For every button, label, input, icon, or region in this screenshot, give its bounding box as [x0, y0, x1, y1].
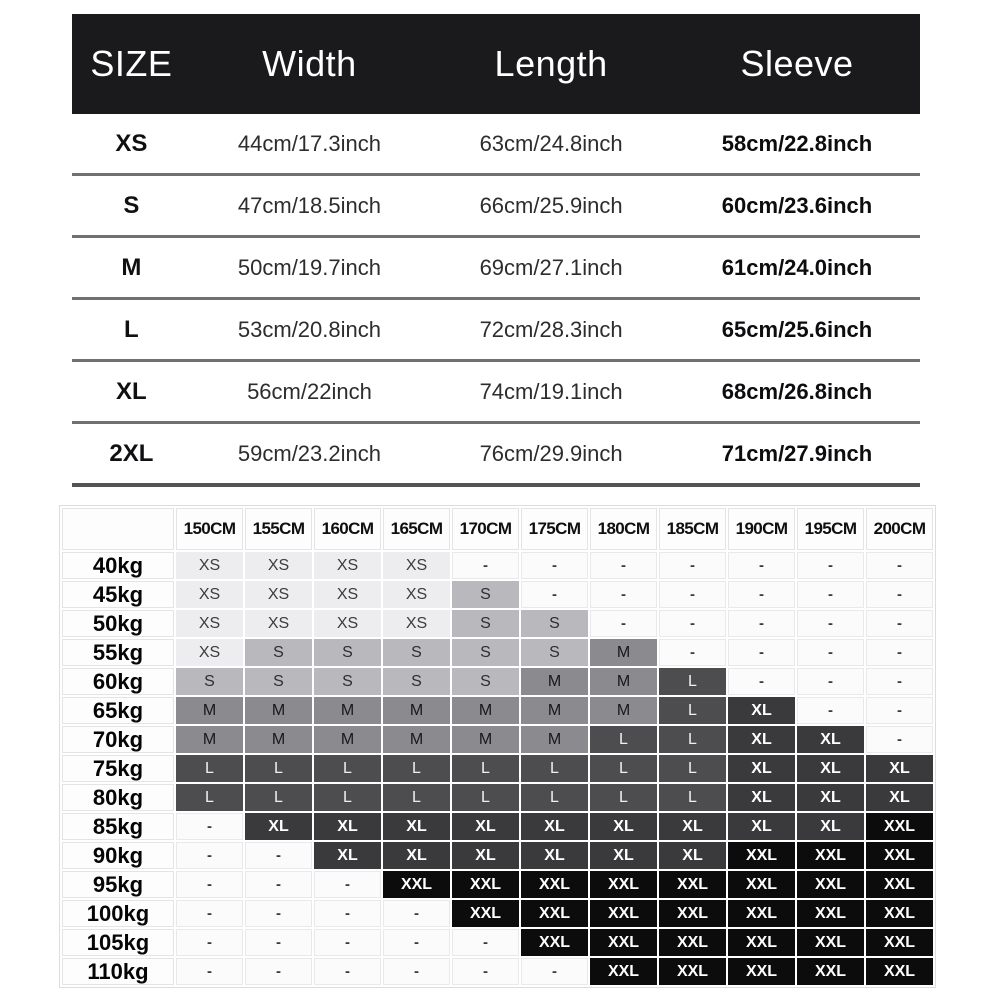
size-cell: XL: [728, 697, 795, 724]
no-size-cell: -: [452, 929, 519, 956]
size-cell: M: [383, 697, 450, 724]
size-cell: XL: [797, 755, 864, 782]
column-header-size: SIZE: [90, 43, 173, 84]
size-cell: M: [176, 726, 243, 753]
matrix-row: [62, 639, 933, 666]
column-header-length: Length: [494, 43, 608, 84]
no-size-cell: -: [866, 639, 933, 666]
weight-label: 40kg: [62, 552, 174, 579]
size-cell: M: [314, 697, 381, 724]
size-cell: XXL: [866, 842, 933, 869]
size-cell: M: [521, 697, 588, 724]
size-cell: S: [452, 639, 519, 666]
weight-label: 75kg: [62, 755, 174, 782]
size-cell: XL: [866, 755, 933, 782]
size-label: L: [124, 315, 139, 343]
matrix-row: [62, 726, 933, 753]
size-cell: XL: [521, 842, 588, 869]
size-cell: L: [659, 784, 726, 811]
matrix-row: [62, 581, 933, 608]
size-cell: L: [521, 784, 588, 811]
size-cell: XXL: [590, 929, 657, 956]
size-cell: XXL: [452, 900, 519, 927]
weight-label: 95kg: [62, 871, 174, 898]
length-value: 69cm/27.1inch: [479, 254, 623, 280]
width-value: 50cm/19.7inch: [237, 254, 381, 280]
no-size-cell: -: [521, 958, 588, 985]
size-cell: L: [659, 668, 726, 695]
size-cell: L: [245, 755, 312, 782]
size-cell: L: [659, 755, 726, 782]
size-cell: XXL: [866, 929, 933, 956]
matrix-body: [62, 508, 933, 985]
size-cell: XS: [176, 610, 243, 637]
length-value: 72cm/28.3inch: [479, 316, 623, 342]
height-header: 190CM: [728, 508, 795, 550]
size-cell: M: [521, 668, 588, 695]
no-size-cell: -: [866, 726, 933, 753]
size-cell: XL: [590, 813, 657, 840]
size-cell: XL: [797, 813, 864, 840]
no-size-cell: -: [728, 668, 795, 695]
size-cell: M: [176, 697, 243, 724]
weight-label: 105kg: [62, 929, 174, 956]
size-cell: XXL: [659, 958, 726, 985]
matrix-row: [62, 697, 933, 724]
size-cell: S: [452, 610, 519, 637]
size-cell: XL: [521, 813, 588, 840]
size-cell: XXL: [590, 871, 657, 898]
size-cell: XL: [383, 813, 450, 840]
size-label: XL: [116, 377, 147, 405]
height-header: 180CM: [590, 508, 657, 550]
size-cell: XS: [176, 581, 243, 608]
weight-label: 110kg: [62, 958, 174, 985]
size-cell: L: [452, 784, 519, 811]
size-cell: XS: [383, 610, 450, 637]
length-value: 74cm/19.1inch: [479, 378, 623, 404]
size-cell: XL: [728, 726, 795, 753]
size-cell: S: [521, 639, 588, 666]
size-cell: XL: [245, 813, 312, 840]
size-cell: M: [314, 726, 381, 753]
width-value: 47cm/18.5inch: [237, 192, 381, 218]
size-cell: L: [176, 755, 243, 782]
size-cell: XL: [728, 755, 795, 782]
size-cell: S: [452, 668, 519, 695]
no-size-cell: -: [797, 639, 864, 666]
no-size-cell: -: [728, 552, 795, 579]
size-cell: XS: [314, 581, 381, 608]
size-cell: L: [452, 755, 519, 782]
size-cell: M: [452, 697, 519, 724]
matrix-row: [62, 668, 933, 695]
size-cell: XXL: [521, 900, 588, 927]
size-cell: XL: [452, 842, 519, 869]
no-size-cell: -: [245, 842, 312, 869]
matrix-row: [62, 552, 933, 579]
size-cell: S: [383, 639, 450, 666]
measurement-row: [72, 114, 920, 176]
sleeve-value: 68cm/26.8inch: [721, 378, 873, 404]
size-label: 2XL: [109, 439, 154, 467]
measurement-row: [72, 176, 920, 238]
no-size-cell: -: [383, 900, 450, 927]
no-size-cell: -: [797, 668, 864, 695]
size-cell: XS: [314, 552, 381, 579]
size-cell: XXL: [590, 900, 657, 927]
width-value: 56cm/22inch: [247, 378, 372, 404]
sleeve-value: 60cm/23.6inch: [721, 192, 873, 218]
matrix-corner-cell: [62, 508, 174, 550]
no-size-cell: -: [383, 958, 450, 985]
measurement-row: [72, 238, 920, 300]
measurements-header: [72, 14, 920, 114]
no-size-cell: -: [659, 639, 726, 666]
length-value: 63cm/24.8inch: [479, 130, 623, 156]
size-cell: XL: [314, 813, 381, 840]
size-cell: XXL: [659, 929, 726, 956]
size-cell: S: [521, 610, 588, 637]
weight-label: 55kg: [62, 639, 174, 666]
size-label: XS: [115, 129, 148, 157]
matrix-row: [62, 871, 933, 898]
no-size-cell: -: [245, 871, 312, 898]
no-size-cell: -: [383, 929, 450, 956]
height-header: 200CM: [866, 508, 933, 550]
size-cell: XXL: [728, 871, 795, 898]
no-size-cell: -: [521, 581, 588, 608]
width-value: 53cm/20.8inch: [237, 316, 381, 342]
matrix-header-row: [62, 508, 933, 550]
matrix-row: [62, 900, 933, 927]
no-size-cell: -: [659, 581, 726, 608]
size-cell: XL: [659, 842, 726, 869]
size-cell: M: [521, 726, 588, 753]
no-size-cell: -: [728, 610, 795, 637]
size-cell: XXL: [797, 871, 864, 898]
length-value: 66cm/25.9inch: [479, 192, 623, 218]
size-cell: XS: [314, 610, 381, 637]
size-cell: L: [383, 755, 450, 782]
size-cell: L: [314, 755, 381, 782]
size-cell: XXL: [728, 929, 795, 956]
matrix-row: [62, 842, 933, 869]
size-cell: S: [176, 668, 243, 695]
size-cell: XS: [383, 552, 450, 579]
no-size-cell: -: [521, 552, 588, 579]
no-size-cell: -: [866, 668, 933, 695]
size-cell: M: [590, 668, 657, 695]
matrix-row: [62, 610, 933, 637]
weight-label: 60kg: [62, 668, 174, 695]
size-cell: L: [659, 726, 726, 753]
size-cell: XS: [245, 610, 312, 637]
height-header: 185CM: [659, 508, 726, 550]
matrix-row: [62, 755, 933, 782]
size-cell: XXL: [521, 871, 588, 898]
size-cell: L: [314, 784, 381, 811]
size-cell: XXL: [452, 871, 519, 898]
size-cell: XS: [383, 581, 450, 608]
weight-label: 100kg: [62, 900, 174, 927]
measurements-table: [72, 14, 920, 487]
size-cell: XL: [590, 842, 657, 869]
sleeve-value: 58cm/22.8inch: [721, 130, 873, 156]
size-cell: XL: [728, 813, 795, 840]
size-cell: XXL: [521, 929, 588, 956]
size-cell: XXL: [866, 958, 933, 985]
measurement-row: [72, 300, 920, 362]
length-value: 76cm/29.9inch: [479, 440, 623, 466]
size-cell: M: [383, 726, 450, 753]
no-size-cell: -: [176, 842, 243, 869]
size-cell: XL: [383, 842, 450, 869]
sleeve-value: 61cm/24.0inch: [721, 254, 873, 280]
size-cell: XXL: [659, 900, 726, 927]
no-size-cell: -: [797, 697, 864, 724]
size-cell: L: [590, 784, 657, 811]
column-header-width: Width: [262, 43, 357, 84]
size-cell: L: [590, 726, 657, 753]
measurement-rows: [72, 114, 920, 487]
size-cell: XS: [245, 552, 312, 579]
no-size-cell: -: [452, 552, 519, 579]
size-cell: S: [245, 639, 312, 666]
width-value: 59cm/23.2inch: [237, 440, 381, 466]
no-size-cell: -: [590, 552, 657, 579]
sleeve-value: 65cm/25.6inch: [721, 316, 873, 342]
no-size-cell: -: [866, 581, 933, 608]
no-size-cell: -: [728, 581, 795, 608]
matrix-row: [62, 813, 933, 840]
no-size-cell: -: [176, 813, 243, 840]
no-size-cell: -: [176, 929, 243, 956]
size-cell: XXL: [659, 871, 726, 898]
size-cell: L: [245, 784, 312, 811]
no-size-cell: -: [176, 871, 243, 898]
size-cell: M: [590, 639, 657, 666]
weight-label: 45kg: [62, 581, 174, 608]
size-cell: M: [452, 726, 519, 753]
height-header: 195CM: [797, 508, 864, 550]
weight-label: 65kg: [62, 697, 174, 724]
size-cell: M: [590, 697, 657, 724]
size-cell: S: [452, 581, 519, 608]
size-cell: XXL: [383, 871, 450, 898]
size-cell: L: [521, 755, 588, 782]
weight-label: 70kg: [62, 726, 174, 753]
weight-label: 50kg: [62, 610, 174, 637]
sleeve-value: 71cm/27.9inch: [721, 440, 873, 466]
matrix-row: [62, 784, 933, 811]
size-cell: S: [383, 668, 450, 695]
no-size-cell: -: [866, 610, 933, 637]
matrix-row: [62, 929, 933, 956]
no-size-cell: -: [176, 958, 243, 985]
size-cell: XS: [245, 581, 312, 608]
no-size-cell: -: [314, 958, 381, 985]
height-header: 150CM: [176, 508, 243, 550]
width-value: 44cm/17.3inch: [237, 130, 381, 156]
no-size-cell: -: [314, 871, 381, 898]
size-cell: XS: [176, 552, 243, 579]
size-cell: XL: [797, 784, 864, 811]
height-header: 160CM: [314, 508, 381, 550]
size-cell: XXL: [866, 871, 933, 898]
weight-label: 80kg: [62, 784, 174, 811]
weight-label: 85kg: [62, 813, 174, 840]
size-cell: XXL: [590, 958, 657, 985]
size-cell: L: [176, 784, 243, 811]
no-size-cell: -: [245, 929, 312, 956]
height-header: 155CM: [245, 508, 312, 550]
size-label: S: [123, 191, 140, 219]
size-cell: XXL: [728, 900, 795, 927]
height-header: 165CM: [383, 508, 450, 550]
matrix-row: [62, 958, 933, 985]
size-cell: XL: [659, 813, 726, 840]
size-cell: XL: [314, 842, 381, 869]
size-cell: XL: [866, 784, 933, 811]
size-cell: M: [245, 697, 312, 724]
height-weight-table: [60, 506, 935, 987]
size-cell: XXL: [797, 900, 864, 927]
size-cell: L: [659, 697, 726, 724]
size-cell: XL: [797, 726, 864, 753]
no-size-cell: -: [728, 639, 795, 666]
no-size-cell: -: [590, 581, 657, 608]
no-size-cell: -: [176, 900, 243, 927]
no-size-cell: -: [452, 958, 519, 985]
size-cell: XXL: [866, 900, 933, 927]
no-size-cell: -: [866, 552, 933, 579]
no-size-cell: -: [797, 581, 864, 608]
size-cell: XL: [452, 813, 519, 840]
size-cell: S: [245, 668, 312, 695]
size-cell: XXL: [797, 842, 864, 869]
measurement-row: [72, 362, 920, 424]
size-cell: XXL: [797, 929, 864, 956]
size-cell: S: [314, 668, 381, 695]
size-cell: XXL: [728, 958, 795, 985]
no-size-cell: -: [659, 552, 726, 579]
size-cell: M: [245, 726, 312, 753]
size-cell: L: [590, 755, 657, 782]
height-header: 175CM: [521, 508, 588, 550]
measurement-row: [72, 424, 920, 487]
no-size-cell: -: [590, 610, 657, 637]
no-size-cell: -: [314, 900, 381, 927]
size-cell: XL: [728, 784, 795, 811]
no-size-cell: -: [797, 610, 864, 637]
no-size-cell: -: [245, 900, 312, 927]
column-header-sleeve: Sleeve: [740, 43, 854, 84]
size-cell: L: [383, 784, 450, 811]
size-cell: XXL: [866, 813, 933, 840]
size-cell: S: [314, 639, 381, 666]
height-header: 170CM: [452, 508, 519, 550]
no-size-cell: -: [659, 610, 726, 637]
size-cell: XXL: [728, 842, 795, 869]
no-size-cell: -: [797, 552, 864, 579]
weight-label: 90kg: [62, 842, 174, 869]
no-size-cell: -: [245, 958, 312, 985]
size-cell: XS: [176, 639, 243, 666]
no-size-cell: -: [866, 697, 933, 724]
size-cell: XXL: [797, 958, 864, 985]
size-label: M: [121, 253, 142, 281]
no-size-cell: -: [314, 929, 381, 956]
